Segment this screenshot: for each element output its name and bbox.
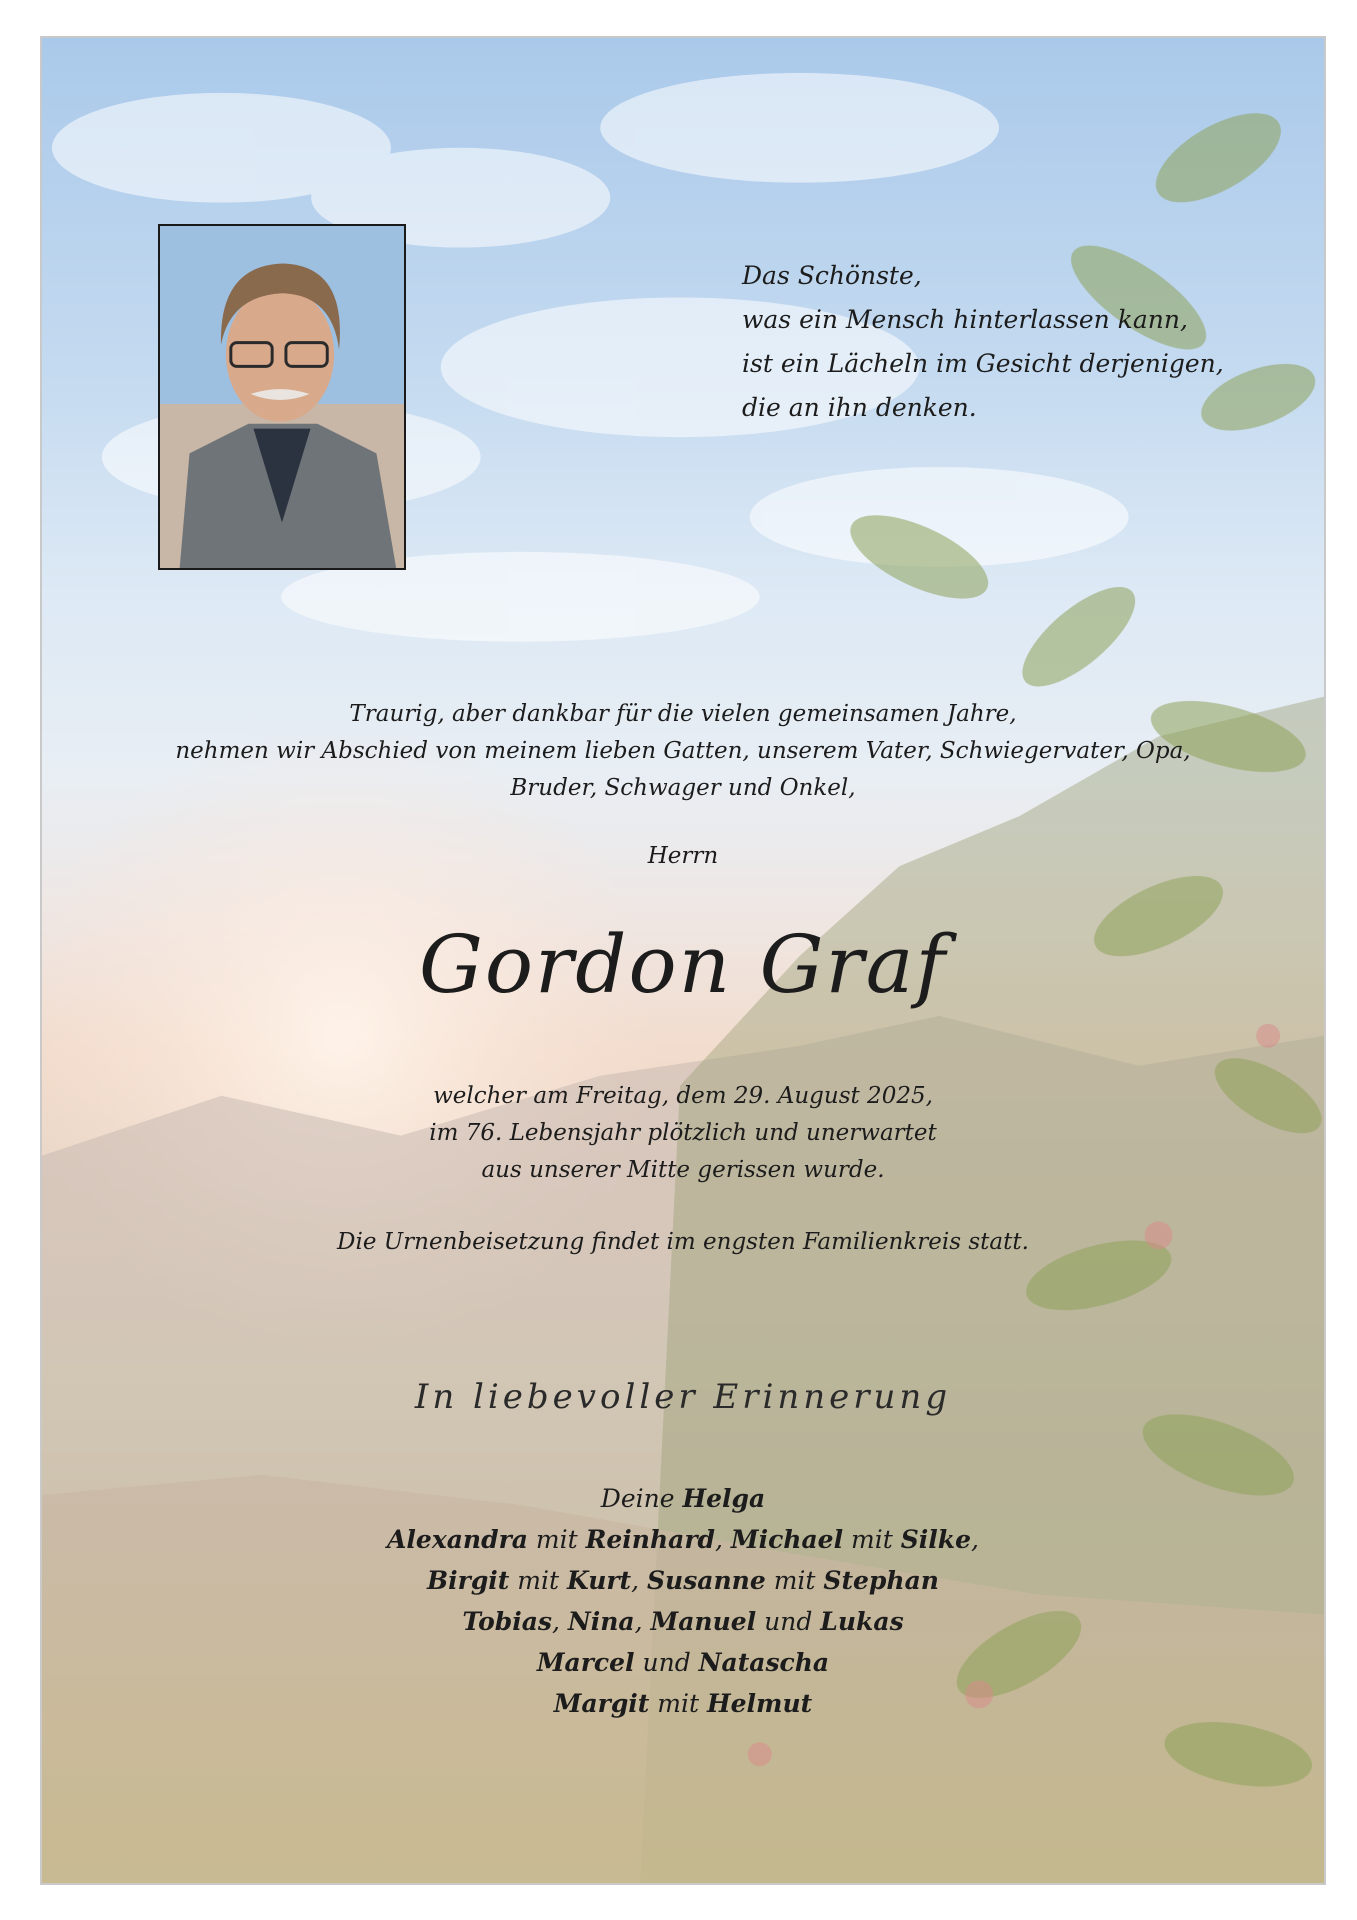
death-notice [42,1078,1324,1189]
farewell-text [42,696,1324,807]
separator: , [634,1607,651,1636]
family-line [42,1478,1324,1519]
family-line [42,1560,1324,1601]
card-frame [40,36,1326,1885]
family-line [42,1519,1324,1560]
family-member: Marcel [536,1648,635,1677]
connector-word: mit [527,1525,586,1554]
separator: , [552,1607,568,1636]
family-member: Tobias [462,1607,552,1636]
family-member: Kurt [567,1566,632,1595]
memory-heading: In liebevoller Erinnerung [414,1377,952,1417]
family-list [42,1478,1324,1724]
death-line: im 76. Lebensjahr plötzlich und unerwartet [429,1120,937,1146]
family-member: Susanne [647,1566,766,1595]
connector-word: und [634,1648,699,1677]
farewell-line: Bruder, Schwager und Onkel, [510,775,856,801]
burial-note: Die Urnenbeisetzung findet im engsten Familienkreis statt. [337,1229,1029,1255]
family-member: Helga [682,1484,766,1513]
salutation: Herrn [647,843,719,869]
farewell-line: Traurig, aber dankbar für die vielen gemeinsamen Jahre, [349,701,1017,727]
family-member: Helmut [707,1689,813,1718]
separator: , [631,1566,647,1595]
family-line [42,1683,1324,1724]
family-line [42,1601,1324,1642]
family-member: Silke [900,1525,972,1554]
death-line: welcher am Freitag, dem 29. August 2025, [433,1083,933,1109]
deceased-name: Gordon Graf [418,918,948,1011]
connector-word: und [756,1607,821,1636]
family-member: Birgit [427,1566,510,1595]
family-member: Natascha [698,1648,830,1677]
separator: , [971,1525,979,1554]
connector-word: mit [843,1525,901,1554]
family-member: Alexandra [387,1525,528,1554]
family-member: Nina [567,1607,635,1636]
portrait-photo [158,224,406,570]
family-member: Margit [553,1689,650,1718]
card-content: Das Schönste, was ein Mensch hinterlassen kann, ist ein Lächeln im Gesicht derjenigen, die an ihn denken. Traurig, aber dankbar für die vielen gemeinsamen Jahre, nehmen wir Abschied von meinem lieben Gatten, unserem Vater, Schwiegervater, Opa, Bruder, Schwager und Onkel, Herrn Gordon Graf welcher am Freitag, dem 29. August 2025, im 76. Lebensjahr plötzlich und unerwartet aus unserer Mitte gerissen wurde. Die Urnenbeisetzung findet im engsten Familienkreis statt. In liebevoller Erinnerung Deine Helga Alexandra mit Reinhard, Michael mit Silke, Birgit mit Kurt, Susanne mit Stephan Tobias, Nina, Manuel und Lukas Marcel und Natascha Margit mit Helmut [42,38,1324,1883]
farewell-line: nehmen wir Abschied von meinem lieben Gatten, unserem Vater, Schwiegervater, Opa, [175,738,1191,764]
death-line: aus unserer Mitte gerissen wurde. [481,1157,885,1183]
family-member: Stephan [823,1566,939,1595]
portrait-figure [160,226,404,568]
separator: , [715,1525,731,1554]
connector-word: mit [765,1566,824,1595]
family-member: Michael [730,1525,844,1554]
family-member: Manuel [650,1607,757,1636]
family-line [42,1642,1324,1683]
family-member: Reinhard [585,1525,715,1554]
connector-word: mit [509,1566,568,1595]
family-member: Lukas [820,1607,904,1636]
connector-word: Deine [600,1484,683,1513]
connector-word: mit [649,1689,708,1718]
